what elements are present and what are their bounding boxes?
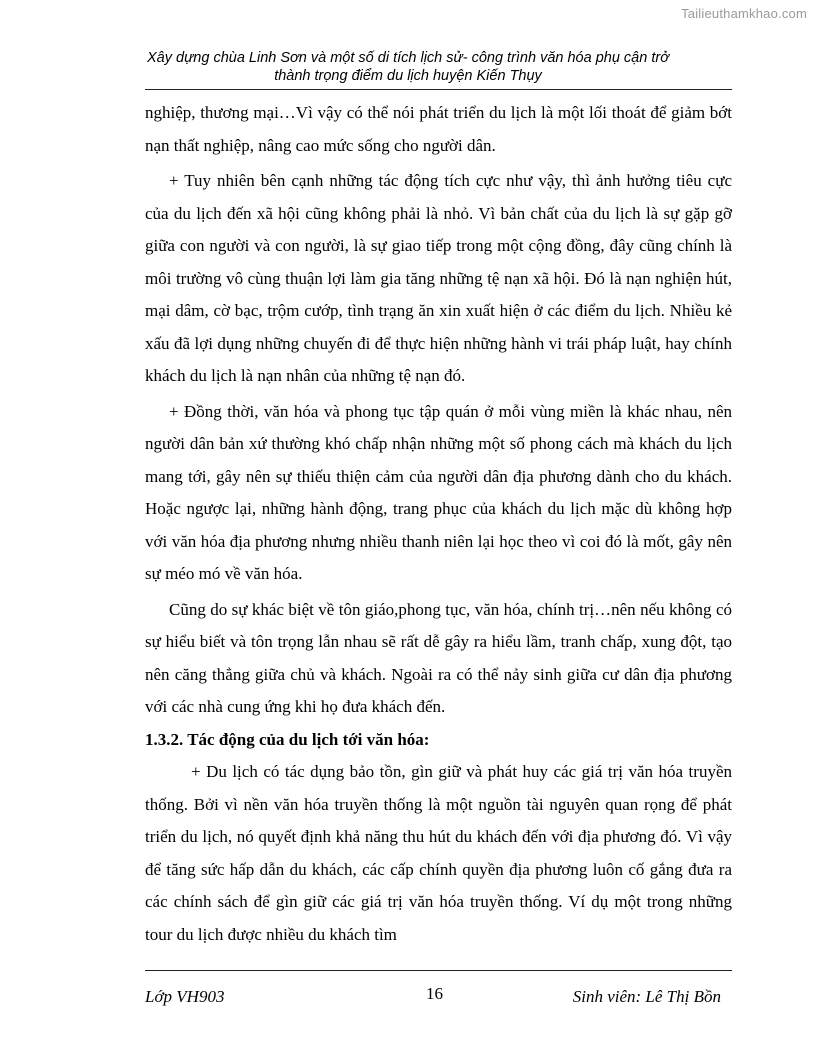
page-number: 16 xyxy=(426,984,443,1003)
paragraph-3: + Đồng thời, văn hóa và phong tục tập quán ở mỗi vùng miền là khác nhau, nên người dân bản xứ thường khó chấp nhận những một số phong cách mà khách du lịch mang tới, gây nên sự thiếu thiện cảm của người dân địa phương dành cho du khách. Hoặc ngược lại, những hành động, trang phục của khách du lịch mặc dù không hợp với văn hóa địa phương nhưng nhiều thanh niên lại học theo vì coi đó là mốt, gây nên sự méo mó về văn hóa. xyxy=(145,401,732,583)
footer-class-label: Lớp VH903 xyxy=(145,987,225,1006)
footer-student-label: Sinh viên: Lê Thị Bồn xyxy=(572,987,721,1006)
page-body xyxy=(145,97,732,951)
header-line-1: Xây dựng chùa Linh Sơn và một số di tích lịch sử- công trình văn hóa phụ cận trở xyxy=(147,50,669,66)
paragraph-2: + Tuy nhiên bên cạnh những tác động tích cực như vậy, thì ảnh hưởng tiêu cực của du lịch đến xã hội cũng không phải là nhỏ. Vì bản chất của du lịch là sự gặp gỡ giữa con người và con người, là sự giao tiếp trong một cộng đồng, đây cũng chính là môi trường vô cùng thuận lợi làm gia tăng những tệ nạn xã hội. Đó là nạn nghiện hút, mại dâm, cờ bạc, trộm cướp, tình trạng ăn xin xuất hiện ở các điểm du lịch. Nhiều kẻ xấu đã lợi dụng những chuyến đi để thực hiện những hành vi trái pháp luật, hay chính khách du lịch là nạn nhân của những tệ nạn đó. xyxy=(145,171,732,385)
paragraph-5: + Du lịch có tác dụng bảo tồn, gìn giữ và phát huy các giá trị văn hóa truyền thống. Bởi vì nền văn hóa truyền thống là một nguồn tài nguyên quan rọng để phát triển du lịch, nó quyết định khả năng thu hút du khách đến với địa phương đó. Vì vậy để tăng sức hấp dẫn du khách, các cấp chính quyền địa phương luôn cố gắng đưa ra các chính sách để gìn giữ các giá trị văn hóa truyền thống. Ví dụ một trong những tour du lịch được nhiều du khách tìm xyxy=(145,762,732,944)
watermark-text: Tailieuthamkhao.com xyxy=(681,6,807,21)
header-divider xyxy=(145,89,732,90)
section-heading: 1.3.2. Tác động của du lịch tới văn hóa: xyxy=(145,729,430,749)
paragraph-1: nghiệp, thương mại…Vì vậy có thể nói phát triển du lịch là một lối thoát để giảm bớt nạn thất nghiệp, nâng cao mức sống cho người dân. xyxy=(145,103,732,155)
paragraph-4: Cũng do sự khác biệt về tôn giáo,phong tục, văn hóa, chính trị…nên nếu không có sự hiểu biết và tôn trọng lẫn nhau sẽ rất dễ gây ra hiểu lầm, tranh chấp, xung đột, tạo nên căng thẳng giữa chủ và khách. Ngoài ra có thể nảy sinh giữa cư dân địa phương với các nhà cung ứng khi họ đưa khách đến. xyxy=(145,599,732,716)
running-header xyxy=(120,49,696,85)
header-line-2: thành trọng điểm du lịch huyện Kiến Thụy xyxy=(274,68,542,84)
footer-divider xyxy=(145,970,732,971)
